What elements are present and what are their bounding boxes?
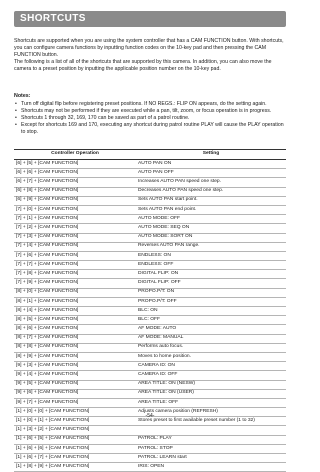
controller-operation-cell: [1] + [0] + [0] + [CAM FUNCTION] — [14, 408, 136, 417]
setting-cell: BLC: ON — [136, 307, 286, 316]
table-row — [14, 398, 286, 407]
setting-cell: AREA TITLE: ON (USER) — [136, 389, 286, 398]
setting-cell — [136, 426, 286, 435]
controller-operation-cell: [1] + [6] + [5] + [CAM FUNCTION] — [14, 435, 136, 444]
notes-heading: Notes: — [14, 93, 31, 99]
controller-operation-cell: [7] + [3] + [CAM FUNCTION] — [14, 233, 136, 242]
column-header-operation: Controller Operation — [14, 150, 136, 160]
intro-text — [14, 38, 288, 73]
table-row — [14, 261, 286, 270]
controller-operation-cell: [9] + [7] + [CAM FUNCTION] — [14, 398, 136, 407]
controller-operation-cell: [8] + [0] + [CAM FUNCTION] — [14, 288, 136, 297]
controller-operation-cell: [6] + [9] + [CAM FUNCTION] — [14, 196, 136, 205]
table-row — [14, 196, 286, 205]
setting-cell: Increases AUTO PAN speed one step. — [136, 178, 286, 187]
table-row — [14, 389, 286, 398]
intro-paragraph: The following is a list of all of the shortcuts that are supported by this camera. In addition, you can also move the camera to a preset position by inputting the applicable position number on the 10-key pad. — [14, 58, 272, 72]
table-row — [14, 426, 286, 435]
controller-operation-cell: [1] + [6] + [6] + [CAM FUNCTION] — [14, 444, 136, 453]
setting-cell: DIGITAL FLIP: ON — [136, 270, 286, 279]
controller-operation-cell: [7] + [7] + [CAM FUNCTION] — [14, 261, 136, 270]
table-row — [14, 371, 286, 380]
controller-operation-cell: [7] + [6] + [CAM FUNCTION] — [14, 251, 136, 260]
setting-cell: ENDLESS: OFF — [136, 261, 286, 270]
table-row — [14, 435, 286, 444]
controller-operation-cell: [8] + [6] + [CAM FUNCTION] — [14, 325, 136, 334]
setting-cell: Adjusts camera position (REFRESH) — [136, 408, 286, 417]
bullet-icon: • — [15, 121, 17, 128]
setting-cell: BLC: OFF — [136, 316, 286, 325]
note-item — [14, 122, 288, 136]
table-header-row — [14, 150, 286, 160]
controller-operation-cell: [6] + [6] + [CAM FUNCTION] — [14, 169, 136, 178]
table-row — [14, 224, 286, 233]
controller-operation-cell: [7] + [0] + [CAM FUNCTION] — [14, 205, 136, 214]
setting-cell: PATROL: STOP — [136, 444, 286, 453]
table-row — [14, 325, 286, 334]
controller-operation-cell: [8] + [1] + [CAM FUNCTION] — [14, 297, 136, 306]
table-row — [14, 352, 286, 361]
table-row — [14, 343, 286, 352]
setting-cell: AUTO PAN ON — [136, 160, 286, 169]
setting-cell: CAMERA ID: ON — [136, 362, 286, 371]
table-row — [14, 160, 286, 169]
setting-cell: AUTO MODE: SORT ON — [136, 233, 286, 242]
table-row — [14, 242, 286, 251]
controller-operation-cell: [1] + [6] + [7] + [CAM FUNCTION] — [14, 454, 136, 463]
table-row — [14, 297, 286, 306]
note-text: Shortcuts 1 through 32, 169, 170 can be saved as part of a patrol routine. — [21, 114, 190, 121]
bullet-icon: • — [15, 114, 17, 121]
setting-cell: Stores preset to first available preset number (1 to 32) — [136, 417, 286, 426]
setting-cell: ENDLESS: ON — [136, 251, 286, 260]
controller-operation-cell: [8] + [7] + [CAM FUNCTION] — [14, 334, 136, 343]
setting-cell: PATROL: PLAY — [136, 435, 286, 444]
setting-cell: Reverses AUTO PAN range. — [136, 242, 286, 251]
table-row — [14, 444, 286, 453]
note-text: Except for shortcuts 169 and 170, executing any shortcut during patrol routine PLAY will cause the PLAY operation to stop. — [21, 121, 284, 135]
intro-paragraph: Shortcuts are supported when you are using the system controller that has a CAM FUNCTION button. With shortcuts, you can configure camera functions by inputting function codes on the 10-key pad and then pressing the CAM FUNCTION button. — [14, 38, 284, 58]
setting-cell: DIGITAL FLIP: OFF — [136, 279, 286, 288]
setting-cell: Moves to home position. — [136, 352, 286, 361]
bullet-icon: • — [15, 107, 17, 114]
table-row — [14, 454, 286, 463]
controller-operation-cell: [8] + [9] + [CAM FUNCTION] — [14, 352, 136, 361]
controller-operation-cell: [6] + [7] + [CAM FUNCTION] — [14, 178, 136, 187]
table-row — [14, 169, 286, 178]
setting-cell: Performs auto focus. — [136, 343, 286, 352]
setting-cell: Decreases AUTO PAN speed one step. — [136, 187, 286, 196]
column-header-setting: Setting — [136, 150, 286, 160]
bullet-icon: • — [15, 101, 17, 107]
setting-cell: AREA TITLE: ON (NESW) — [136, 380, 286, 389]
table-row — [14, 316, 286, 325]
controller-operation-cell: [1] + [3] + [2] + [CAM FUNCTION] — [14, 426, 136, 435]
controller-operation-cell: [6] + [5] + [CAM FUNCTION] — [14, 160, 136, 169]
controller-operation-cell: [7] + [9] + [CAM FUNCTION] — [14, 279, 136, 288]
controller-operation-cell: [9] + [3] + [CAM FUNCTION] — [14, 362, 136, 371]
controller-operation-cell: [1] + [8] + [9] + [CAM FUNCTION] — [14, 463, 136, 472]
controller-operation-cell: [1] + [0] + [1] + [CAM FUNCTION] — [14, 417, 136, 426]
note-text: Shortcuts may not be performed if they are executed while a pan, tilt, zoom, or focus operation is in progress. — [21, 107, 272, 114]
setting-cell: AF MODE: MANUAL — [136, 334, 286, 343]
table-row — [14, 205, 286, 214]
setting-cell: IRIS: OPEN — [136, 463, 286, 472]
section-title: SHORTCUTS — [20, 13, 86, 24]
setting-cell: AF MODE: AUTO — [136, 325, 286, 334]
setting-cell: AUTO MODE: OFF — [136, 215, 286, 224]
setting-cell: AREA TITLE: OFF — [136, 398, 286, 407]
table-row — [14, 288, 286, 297]
note-text: Turn off digital flip before registering preset positions. If NO REGS.: FLIP ON appears, do the setting again. — [21, 101, 267, 107]
table-row — [14, 334, 286, 343]
setting-cell: CAMERA ID: OFF — [136, 371, 286, 380]
table-row — [14, 233, 286, 242]
setting-cell: Sets AUTO PAN end point. — [136, 205, 286, 214]
controller-operation-cell: [8] + [8] + [CAM FUNCTION] — [14, 343, 136, 352]
table-row — [14, 178, 286, 187]
notes-list — [14, 101, 288, 136]
table-row — [14, 215, 286, 224]
table-row — [14, 251, 286, 260]
note-item — [14, 115, 288, 122]
page-number: -54- — [145, 413, 155, 419]
table-row — [14, 307, 286, 316]
setting-cell: PATROL: LEARN start — [136, 454, 286, 463]
controller-operation-cell: [8] + [5] + [CAM FUNCTION] — [14, 316, 136, 325]
table-row — [14, 362, 286, 371]
table-row — [14, 463, 286, 472]
controller-operation-cell: [9] + [4] + [CAM FUNCTION] — [14, 371, 136, 380]
setting-cell: AUTO MODE: SEQ ON — [136, 224, 286, 233]
setting-cell: Sets AUTO PAN start point. — [136, 196, 286, 205]
controller-operation-cell: [6] + [8] + [CAM FUNCTION] — [14, 187, 136, 196]
controller-operation-cell: [7] + [1] + [CAM FUNCTION] — [14, 215, 136, 224]
table-row — [14, 380, 286, 389]
controller-operation-cell: [8] + [4] + [CAM FUNCTION] — [14, 307, 136, 316]
note-item — [14, 101, 288, 108]
table-row — [14, 270, 286, 279]
setting-cell: PROPO.P/T: OFF — [136, 297, 286, 306]
controller-operation-cell: [9] + [6] + [CAM FUNCTION] — [14, 389, 136, 398]
note-item — [14, 108, 288, 115]
table-row — [14, 187, 286, 196]
controller-operation-cell: [7] + [4] + [CAM FUNCTION] — [14, 242, 136, 251]
table-row — [14, 279, 286, 288]
setting-cell: AUTO PAN OFF — [136, 169, 286, 178]
controller-operation-cell: [7] + [2] + [CAM FUNCTION] — [14, 224, 136, 233]
controller-operation-cell: [7] + [8] + [CAM FUNCTION] — [14, 270, 136, 279]
controller-operation-cell: [9] + [5] + [CAM FUNCTION] — [14, 380, 136, 389]
setting-cell: PROPO.P/T: ON — [136, 288, 286, 297]
